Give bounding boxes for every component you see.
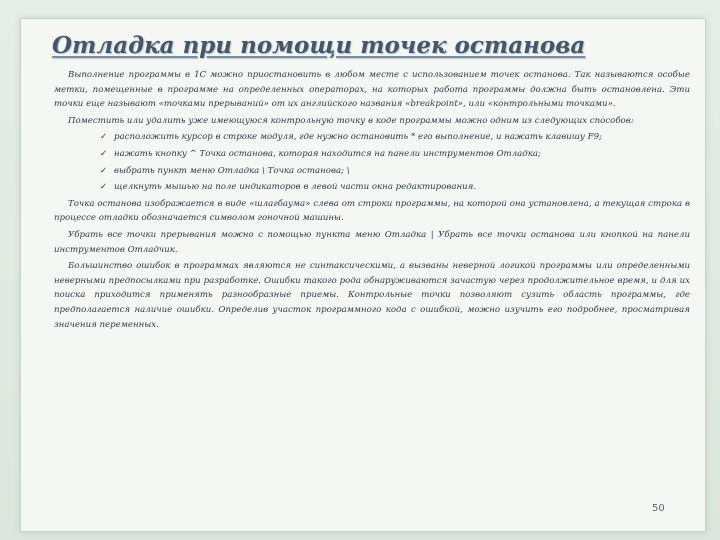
methods-list	[54, 130, 690, 194]
slide-body	[54, 68, 690, 334]
checkmark-icon: ✓	[100, 148, 108, 159]
list-item	[100, 147, 690, 162]
list-item-text: нажать кнопку ^ Точка останова, которая находится на панели инструментов Отладка;	[114, 148, 541, 159]
list-item	[100, 180, 690, 195]
paragraph-methods: Поместить или удалить уже имеющуюся контрольную точку в коде программы можно одним из следующих способов:	[68, 115, 634, 126]
list-item-text: расположить курсор в строке модуля, где нужно остановить * его выполнение, и нажать клавишу F9;	[114, 132, 602, 143]
list-item-text: щелкнуть мышью на поле индикаторов в левой части окна редактирования.	[114, 182, 477, 193]
paragraph-errors: Большинство ошибок в программах являются не синтаксическими, а вызваны неверной логикой программы или определенными неверными предпосылками при разработке. Ошибки такого рода обнаруживаются зачастую через продолжительное время, и для их поиска приходится применять разнообразные приемы. Контрольные точки позволяют сузить область программы, где предполагается наличие ошибки. Определив участок программного кода с ошибкой, можно изучить его подробнее, просматривая значения переменных.	[54, 261, 690, 330]
checkmark-icon: ✓	[100, 165, 108, 176]
paragraph-remove-all: Убрать все точки прерывания можно с помощью пункта меню Отладка | Убрать все точки останова или кнопкой на панели инструментов Отладчик.	[54, 229, 690, 255]
list-item-text: выбрать пункт меню Отладка \ Точка останова; \	[114, 165, 350, 176]
list-item	[100, 130, 690, 145]
page-number: 50	[652, 503, 665, 514]
checkmark-icon: ✓	[100, 182, 108, 193]
paragraph-intro: Выполнение программы в 1С можно приостановить в любом месте с использованием точек останова. Так называются особые метки, помещенные в программе на определенных операторах, на которых работа программы должна быть остановлена. Эти точки еще называют «точками прерываний» от их английского названия «breakpoint», или «контрольными точками».	[54, 70, 690, 110]
checkmark-icon: ✓	[100, 132, 108, 143]
slide-title: Отладка при помощи точек останова	[52, 32, 586, 59]
list-item	[100, 164, 690, 179]
paragraph-breakpoint-icon: Точка останова изображается в виде «шлагбаума» слева от строки программы, на которой она установлена, а текущая строка в процессе отладки обозначается символом гоночной машины.	[54, 198, 690, 224]
